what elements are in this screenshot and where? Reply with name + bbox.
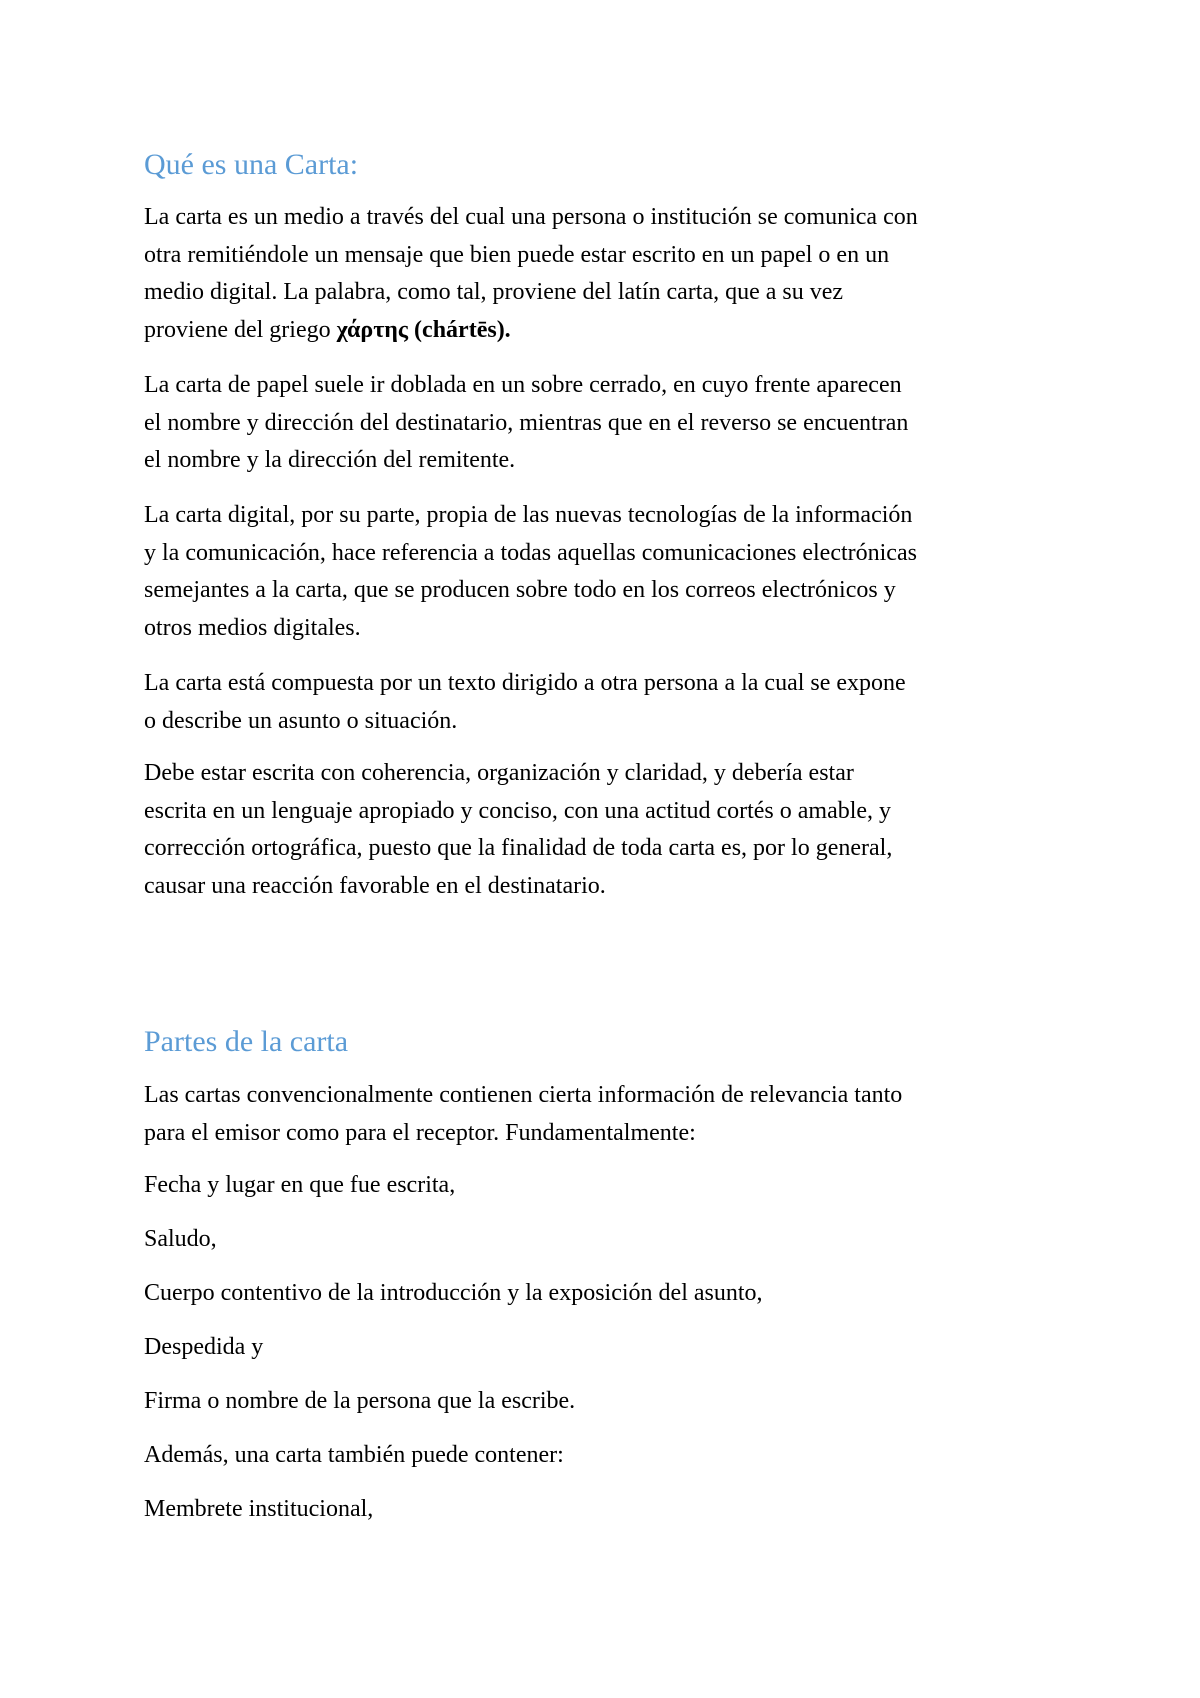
text-line: La carta digital, por su parte, propia de las nuevas tecnologías de la información (144, 502, 913, 528)
list-item-cuerpo: Cuerpo contentivo de la introducción y la exposición del asunto, (144, 1280, 763, 1306)
paragraph-ademas: Además, una carta también puede contener: (144, 1442, 564, 1468)
list-item-firma: Firma o nombre de la persona que la escribe. (144, 1388, 576, 1414)
text-line (144, 312, 918, 350)
paragraph-paper-letter (144, 367, 908, 480)
text-line: otra remitiéndole un mensaje que bien puede estar escrito en un papel o en un (144, 241, 890, 268)
text-line: y la comunicación, hace referencia a todas aquellas comunicaciones electrónicas (144, 539, 917, 566)
text-line: La carta de papel suele ir doblada en un sobre cerrado, en cuyo frente aparecen (144, 372, 902, 398)
text-line: para el emisor como para el receptor. Fundamentalmente: (144, 1119, 696, 1146)
text-line: el nombre y la dirección del remitente. (144, 447, 516, 473)
text-line: o describe un asunto o situación. (144, 707, 458, 734)
text-line: corrección ortográfica, puesto que la finalidad de toda carta es, por lo general, (144, 835, 893, 861)
heading-partes-de-la-carta: Partes de la carta (144, 1025, 349, 1058)
text-line: Debe estar escrita con coherencia, organización y claridad, y debería estar (144, 760, 854, 786)
list-item-saludo: Saludo, (144, 1226, 217, 1252)
text-line: semejantes a la carta, que se producen sobre todo en los correos electrónicos y (144, 577, 896, 603)
text-line: escrita en un lenguaje apropiado y conciso, con una actitud cortés o amable, y (144, 797, 892, 824)
paragraph-style (144, 755, 892, 905)
text-line: La carta es un medio a través del cual una persona o institución se comunica con (144, 204, 918, 230)
list-item-despedida: Despedida y (144, 1334, 264, 1360)
text-line: otros medios digitales. (144, 614, 361, 641)
text-line: el nombre y dirección del destinatario, mientras que en el reverso se encuentran (144, 409, 909, 436)
heading-que-es-una-carta: Qué es una Carta: (144, 148, 359, 181)
greek-term: χάρτης (chártēs). (336, 316, 511, 343)
text-line: medio digital. La palabra, como tal, proviene del latín carta, que a su vez (144, 279, 844, 305)
text-line: causar una reacción favorable en el destinatario. (144, 872, 606, 899)
list-item-membrete: Membrete institucional, (144, 1496, 374, 1522)
paragraph-composition (144, 665, 906, 740)
paragraph-digital-letter (144, 497, 917, 647)
paragraph-definition (144, 199, 918, 349)
paragraph-parts-intro (144, 1077, 902, 1152)
text-fragment: proviene del griego (144, 316, 337, 343)
text-line: La carta está compuesta por un texto dirigido a otra persona a la cual se expone (144, 670, 906, 696)
text-line: Las cartas convencionalmente contienen cierta información de relevancia tanto (144, 1082, 903, 1108)
list-item-fecha: Fecha y lugar en que fue escrita, (144, 1172, 456, 1198)
